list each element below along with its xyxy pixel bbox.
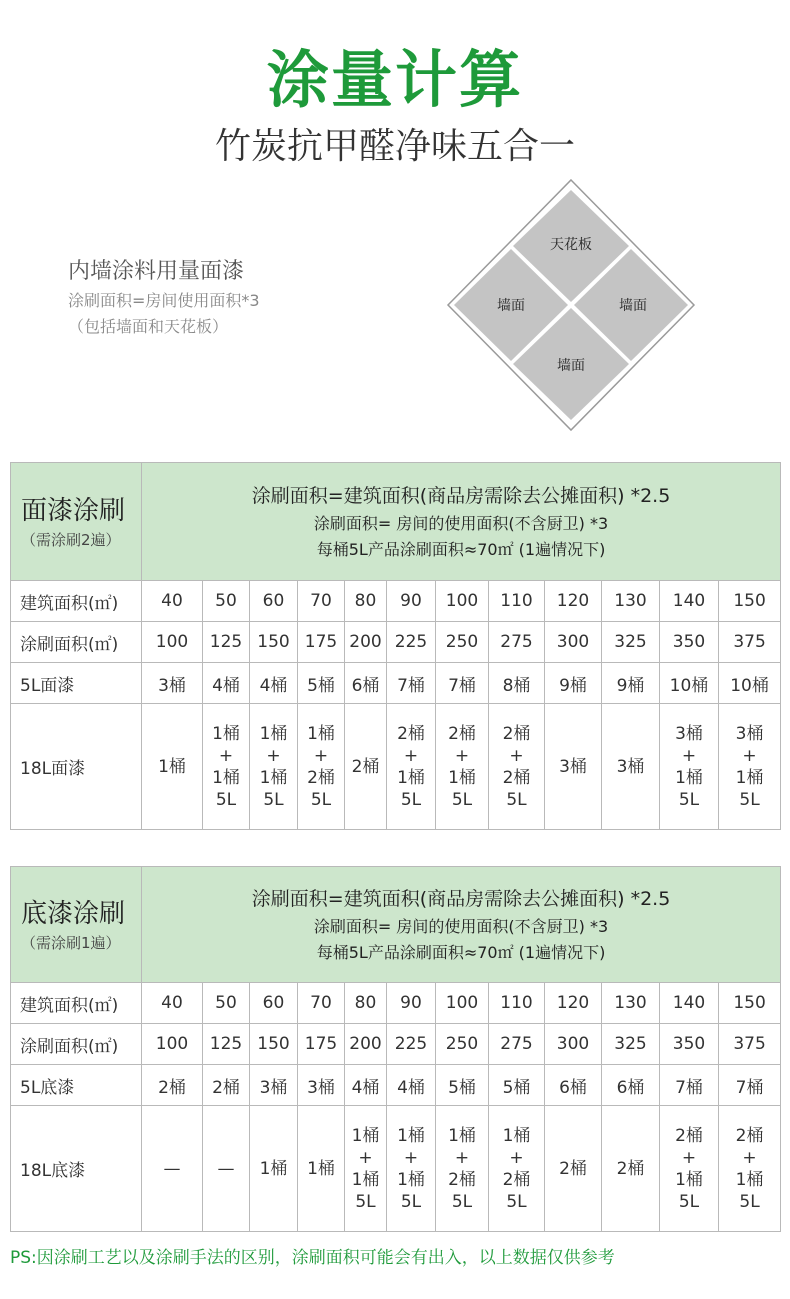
table-cell: 2桶 + 1桶 5L bbox=[387, 704, 436, 830]
table-cell: 1桶 bbox=[250, 1106, 298, 1232]
table-cell: 250 bbox=[436, 1024, 489, 1065]
table-cell: 2桶 bbox=[345, 704, 387, 830]
table-cell: 225 bbox=[387, 622, 436, 663]
table-cell: 150 bbox=[250, 1024, 298, 1065]
table-row bbox=[11, 581, 781, 622]
table-cell: 140 bbox=[660, 581, 719, 622]
primer-name: 底漆涂刷 bbox=[21, 898, 126, 929]
table-cell: 3桶 bbox=[545, 704, 602, 830]
table-cell: 5桶 bbox=[489, 1065, 545, 1106]
table-cell: 50 bbox=[203, 581, 250, 622]
topcoat-table bbox=[10, 462, 781, 830]
table-cell: 1桶 + 2桶 5L bbox=[489, 1106, 545, 1232]
table-cell: 300 bbox=[545, 1024, 602, 1065]
table-cell: 350 bbox=[660, 622, 719, 663]
table-cell: 90 bbox=[387, 581, 436, 622]
table-cell: 225 bbox=[387, 1024, 436, 1065]
table-row bbox=[11, 983, 781, 1024]
table-cell: 7桶 bbox=[660, 1065, 719, 1106]
primer-formula-room: 涂刷面积= 房间的使用面积(不含厨卫) *3 bbox=[313, 916, 609, 936]
table-cell: 3桶 bbox=[142, 663, 203, 704]
table-cell: 3桶 + 1桶 5L bbox=[660, 704, 719, 830]
topcoat-header-label bbox=[11, 463, 142, 581]
table-cell: 2桶 bbox=[142, 1065, 203, 1106]
table-cell: 150 bbox=[719, 983, 781, 1024]
row-label: 18L底漆 bbox=[11, 1106, 142, 1232]
table-cell: 250 bbox=[436, 622, 489, 663]
table-cell: 7桶 bbox=[436, 663, 489, 704]
row-label: 建筑面积(㎡) bbox=[11, 581, 142, 622]
table-cell: 70 bbox=[298, 581, 345, 622]
table-cell: 40 bbox=[142, 983, 203, 1024]
table-cell: 200 bbox=[345, 622, 387, 663]
table-cell: 9桶 bbox=[602, 663, 660, 704]
table-cell: 10桶 bbox=[719, 663, 781, 704]
topcoat-formulas bbox=[142, 463, 781, 581]
table-cell: 8桶 bbox=[489, 663, 545, 704]
table-cell: 40 bbox=[142, 581, 203, 622]
table-cell: 100 bbox=[142, 1024, 203, 1065]
table-cell: 175 bbox=[298, 1024, 345, 1065]
usage-info bbox=[68, 256, 260, 340]
table-cell: 2桶 bbox=[545, 1106, 602, 1232]
topcoat-coat-note: （需涂刷2遍） bbox=[21, 530, 121, 549]
table-cell: 1桶 + 2桶 5L bbox=[298, 704, 345, 830]
table-cell: 1桶 + 1桶 5L bbox=[387, 1106, 436, 1232]
table-cell: 7桶 bbox=[719, 1065, 781, 1106]
table-cell: 110 bbox=[489, 983, 545, 1024]
table-cell: 1桶 bbox=[298, 1106, 345, 1232]
usage-info-note: （包括墙面和天花板） bbox=[68, 317, 229, 336]
table-cell: 1桶 + 1桶 5L bbox=[250, 704, 298, 830]
table-cell: 110 bbox=[489, 581, 545, 622]
table-cell: 50 bbox=[203, 983, 250, 1024]
table-cell: 6桶 bbox=[345, 663, 387, 704]
row-label: 5L面漆 bbox=[11, 663, 142, 704]
ceiling-label: 天花板 bbox=[550, 237, 592, 253]
room-surface-diagram bbox=[446, 178, 696, 432]
table-cell: 5桶 bbox=[436, 1065, 489, 1106]
table-cell: 90 bbox=[387, 983, 436, 1024]
table-cell: 275 bbox=[489, 622, 545, 663]
table-cell: 1桶 + 1桶 5L bbox=[345, 1106, 387, 1232]
table-cell: 150 bbox=[719, 581, 781, 622]
table-cell: 350 bbox=[660, 1024, 719, 1065]
disclaimer-note: PS:因涂刷工艺以及涂刷手法的区别，涂刷面积可能会有出入，以上数据仅供参考 bbox=[10, 1248, 615, 1268]
table-cell: — bbox=[142, 1106, 203, 1232]
table-cell: 3桶 bbox=[298, 1065, 345, 1106]
primer-formulas bbox=[142, 867, 781, 983]
table-cell: 9桶 bbox=[545, 663, 602, 704]
page-title: 涂量计算 bbox=[266, 43, 523, 116]
table-cell: 1桶 + 2桶 5L bbox=[436, 1106, 489, 1232]
row-label: 涂刷面积(㎡) bbox=[11, 622, 142, 663]
table-cell: 3桶 bbox=[250, 1065, 298, 1106]
table-cell: 100 bbox=[142, 622, 203, 663]
table-cell: — bbox=[203, 1106, 250, 1232]
table-cell: 140 bbox=[660, 983, 719, 1024]
table-cell: 4桶 bbox=[387, 1065, 436, 1106]
row-label: 建筑面积(㎡) bbox=[11, 983, 142, 1024]
table-cell: 120 bbox=[545, 581, 602, 622]
table-cell: 375 bbox=[719, 1024, 781, 1065]
table-cell: 5桶 bbox=[298, 663, 345, 704]
primer-header-label bbox=[11, 867, 142, 983]
table-cell: 2桶 bbox=[203, 1065, 250, 1106]
table-cell: 4桶 bbox=[345, 1065, 387, 1106]
table-cell: 100 bbox=[436, 983, 489, 1024]
table-cell: 175 bbox=[298, 622, 345, 663]
table-cell: 70 bbox=[298, 983, 345, 1024]
table-cell: 325 bbox=[602, 1024, 660, 1065]
table-cell: 200 bbox=[345, 1024, 387, 1065]
table-cell: 150 bbox=[250, 622, 298, 663]
row-label: 5L底漆 bbox=[11, 1065, 142, 1106]
table-cell: 375 bbox=[719, 622, 781, 663]
wall-label-left: 墙面 bbox=[497, 298, 525, 314]
table-cell: 60 bbox=[250, 983, 298, 1024]
topcoat-formula-building: 涂刷面积=建筑面积(商品房需除去公摊面积) *2.5 bbox=[251, 484, 671, 507]
primer-formula-building: 涂刷面积=建筑面积(商品房需除去公摊面积) *2.5 bbox=[251, 887, 671, 910]
primer-coat-note: （需涂刷1遍） bbox=[21, 933, 121, 952]
row-label: 18L面漆 bbox=[11, 704, 142, 830]
wall-label-right: 墙面 bbox=[619, 298, 647, 314]
table-cell: 120 bbox=[545, 983, 602, 1024]
topcoat-header-row bbox=[11, 463, 781, 581]
table-cell: 4桶 bbox=[250, 663, 298, 704]
table-cell: 275 bbox=[489, 1024, 545, 1065]
table-cell: 4桶 bbox=[203, 663, 250, 704]
table-cell: 130 bbox=[602, 581, 660, 622]
table-row bbox=[11, 1065, 781, 1106]
table-cell: 6桶 bbox=[545, 1065, 602, 1106]
table-cell: 2桶 + 1桶 5L bbox=[436, 704, 489, 830]
table-cell: 2桶 + 2桶 5L bbox=[489, 704, 545, 830]
table-cell: 80 bbox=[345, 983, 387, 1024]
usage-info-title: 内墙涂料用量面漆 bbox=[68, 259, 245, 284]
table-cell: 1桶 bbox=[142, 704, 203, 830]
table-cell: 300 bbox=[545, 622, 602, 663]
primer-formula-coverage: 每桶5L产品涂刷面积≈70㎡ (1遍情况下) bbox=[316, 942, 606, 962]
table-cell: 2桶 + 1桶 5L bbox=[719, 1106, 781, 1232]
table-row bbox=[11, 622, 781, 663]
usage-info-formula: 涂刷面积=房间使用面积*3 bbox=[68, 291, 260, 310]
table-cell: 125 bbox=[203, 1024, 250, 1065]
table-cell: 2桶 + 1桶 5L bbox=[660, 1106, 719, 1232]
table-cell: 3桶 + 1桶 5L bbox=[719, 704, 781, 830]
table-cell: 325 bbox=[602, 622, 660, 663]
table-row bbox=[11, 704, 781, 830]
table-cell: 80 bbox=[345, 581, 387, 622]
table-cell: 7桶 bbox=[387, 663, 436, 704]
topcoat-formula-room: 涂刷面积= 房间的使用面积(不含厨卫) *3 bbox=[313, 513, 609, 533]
primer-table bbox=[10, 866, 781, 1232]
product-subtitle: 竹炭抗甲醛净味五合一 bbox=[214, 126, 575, 167]
wall-label-bottom: 墙面 bbox=[557, 358, 585, 374]
table-row bbox=[11, 663, 781, 704]
row-label: 涂刷面积(㎡) bbox=[11, 1024, 142, 1065]
table-cell: 1桶 + 1桶 5L bbox=[203, 704, 250, 830]
table-cell: 2桶 bbox=[602, 1106, 660, 1232]
topcoat-name: 面漆涂刷 bbox=[21, 495, 126, 526]
table-cell: 3桶 bbox=[602, 704, 660, 830]
table-cell: 60 bbox=[250, 581, 298, 622]
topcoat-formula-coverage: 每桶5L产品涂刷面积≈70㎡ (1遍情况下) bbox=[316, 539, 606, 559]
table-cell: 6桶 bbox=[602, 1065, 660, 1106]
table-row bbox=[11, 1024, 781, 1065]
table-cell: 130 bbox=[602, 983, 660, 1024]
primer-header-row bbox=[11, 867, 781, 983]
table-cell: 125 bbox=[203, 622, 250, 663]
table-row bbox=[11, 1106, 781, 1232]
table-cell: 10桶 bbox=[660, 663, 719, 704]
table-cell: 100 bbox=[436, 581, 489, 622]
